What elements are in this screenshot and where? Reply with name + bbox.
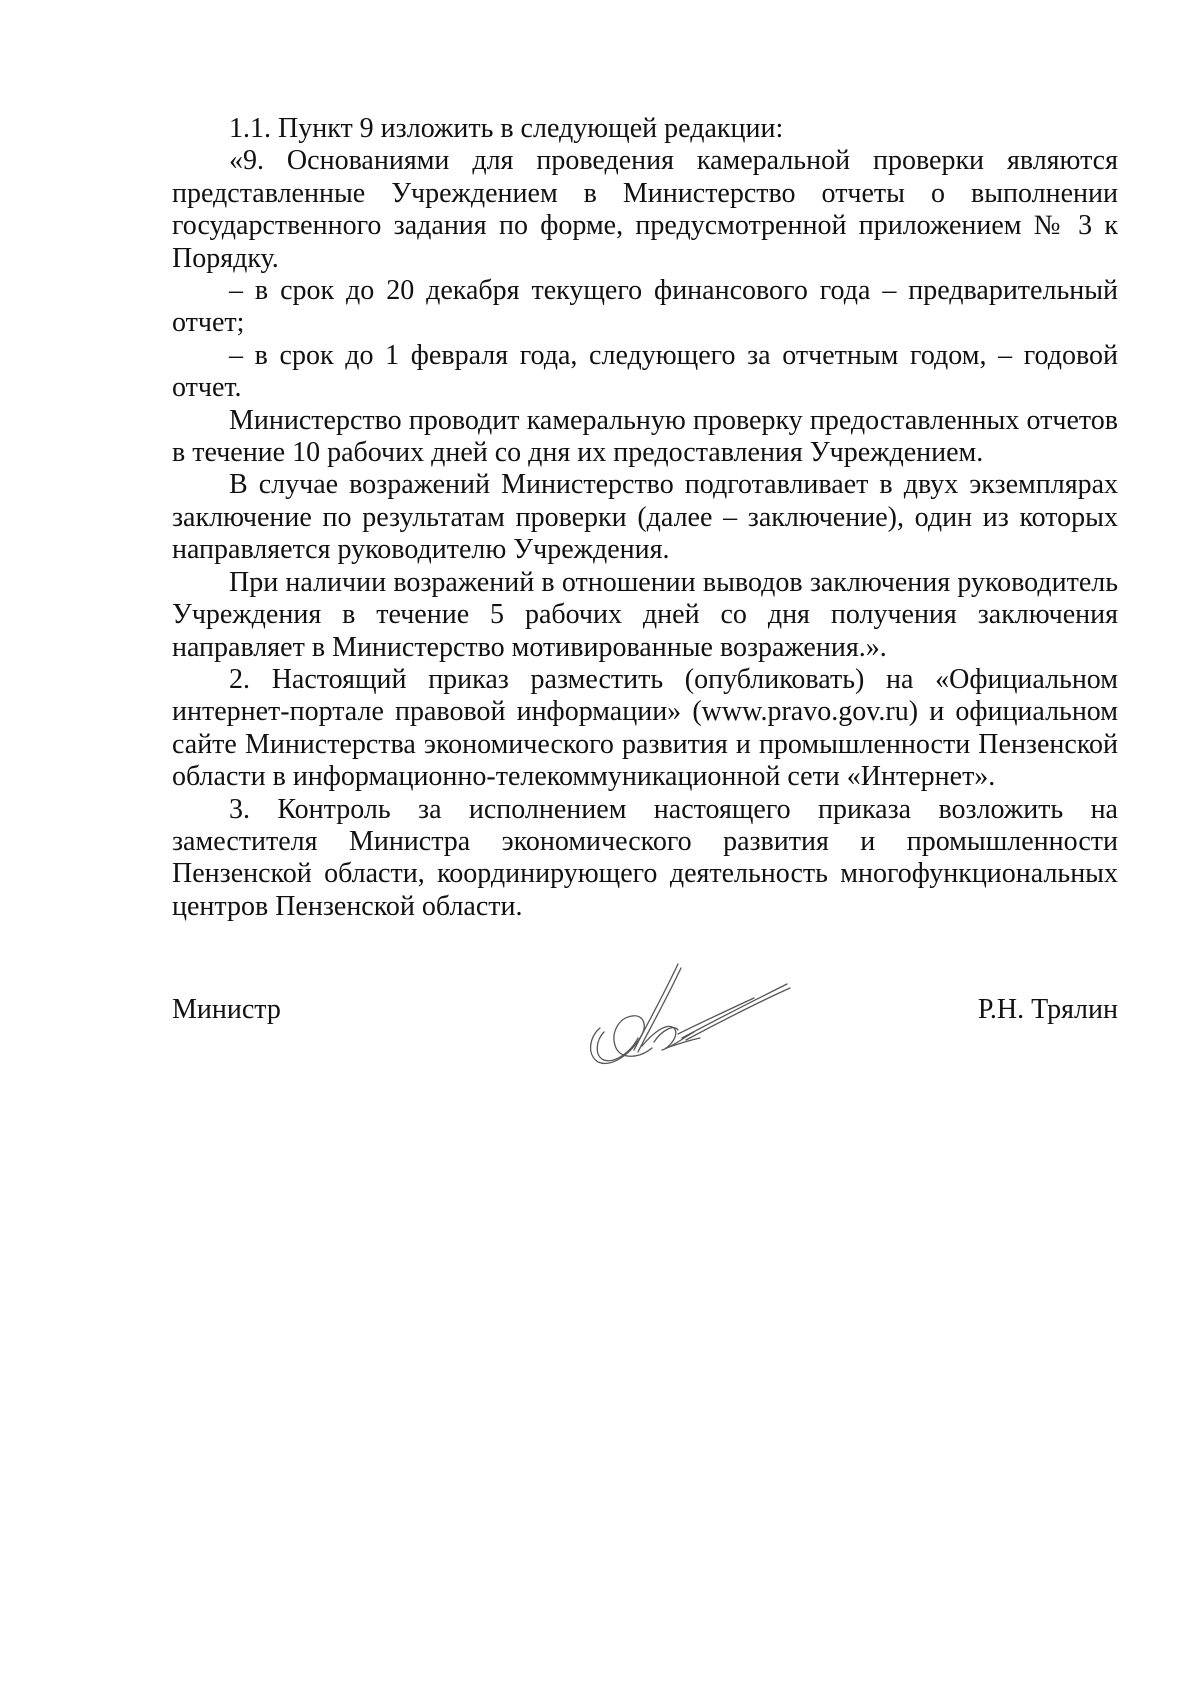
- paragraph-annual-report: – в срок до 1 февраля года, следующего за отчетным годом, – годовой отчет.: [172, 339, 1118, 404]
- signatory-name: Р.Н. Трялин: [977, 994, 1118, 1025]
- paragraph-preliminary-report: – в срок до 20 декабря текущего финансового года – предварительный отчет;: [172, 275, 1118, 339]
- signatory-title: Министр: [172, 994, 281, 1025]
- paragraph-inspection-period: Министерство проводит камеральную проверку предоставленных отчетов в течение 10 рабочих дней со дня их предоставления Учреждением.: [172, 404, 1118, 469]
- paragraph-motivated-objections: При наличии возражений в отношении выводов заключения руководитель Учреждения в течение 5 рабочих дней со дня получения заключения направляет в Министерство мотивированные возражения.».: [172, 566, 1118, 663]
- document-body: [172, 113, 1118, 923]
- paragraph-1-1: 1.1. Пункт 9 изложить в следующей редакции:: [229, 113, 784, 144]
- paragraph-control: 3. Контроль за исполнением настоящего приказа возложить на заместителя Министра экономического развития и промышленности Пензенской области, координирующего деятельность многофункциональных центров Пензенской области.: [172, 793, 1118, 922]
- handwritten-signature-icon: [582, 958, 792, 1068]
- paragraph-objections-conclusion: В случае возражений Министерство подготавливает в двух экземплярах заключение по результатам проверки (далее – заключение), один из которых направляется руководителю Учреждения.: [172, 469, 1118, 566]
- paragraph-9-basis: «9. Основаниями для проведения камеральной проверки являются представленные Учреждением в Министерство отчеты о выполнении государственного задания по форме, предусмотренной приложением № 3 к Порядку.: [172, 145, 1118, 274]
- paragraph-publication: 2. Настоящий приказ разместить (опубликовать) на «Официальном интернет-портале правовой информации» (www.pravo.gov.ru) и официальном сайте Министерства экономического развития и промышленности Пензенской области в информационно-телекоммуникационной сети «Интернет».: [172, 663, 1118, 793]
